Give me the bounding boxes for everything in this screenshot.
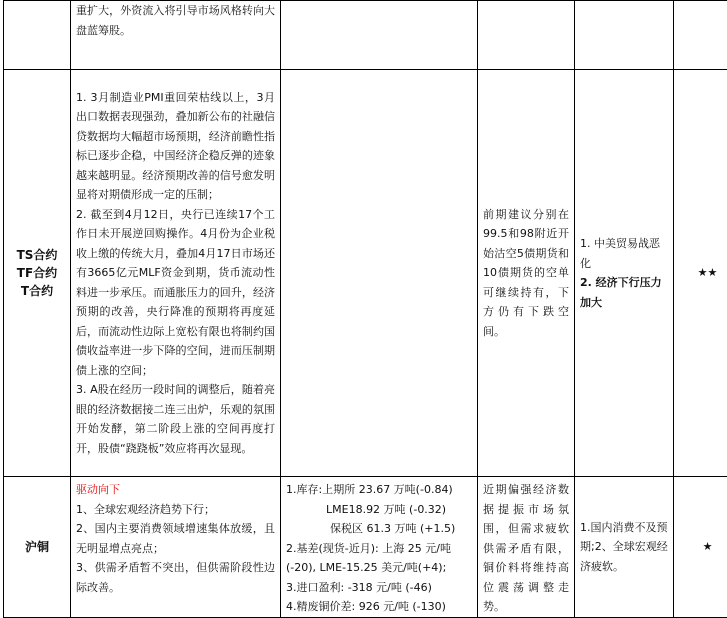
- rating-cell: [674, 477, 727, 618]
- table-row-equity-continued: [4, 1, 727, 70]
- strategy-text: 前期建议分别在99.5和98附近开始沽空5债期货和10债期货的空单可继续持有，下方仍有下跌空间。: [483, 208, 569, 338]
- contract-cell: [4, 70, 71, 477]
- lme-inventory-line: LME18.92 万吨 (-0.32): [286, 500, 472, 520]
- rating-cell: [674, 70, 727, 477]
- risk-point-2: 2. 经济下行压力加大: [580, 273, 668, 312]
- data-cell: [281, 477, 478, 618]
- risk-cell: [575, 477, 674, 618]
- analysis-cell: [71, 477, 281, 618]
- bonded-inventory-line: 保税区 61.3 万吨 (+1.5): [286, 519, 472, 539]
- data-cell: [281, 1, 478, 70]
- analysis-point-3: 3、供需矛盾暂不突出，但供需阶段性边际改善。: [76, 558, 275, 597]
- contract-name-ts: TS合约: [9, 246, 65, 264]
- analysis-cell: [71, 1, 281, 70]
- rating-stars: ★★: [698, 266, 718, 279]
- import-profit-line: 3.进口盈利: -318 元/吨 (-46): [286, 578, 472, 598]
- analysis-text: 重扩大，外资流入将引导市场风格转向大盘蓝筹股。: [76, 1, 275, 40]
- risk-cell: [575, 70, 674, 477]
- table-row-copper: [4, 477, 727, 618]
- contract-name-t: T合约: [9, 282, 65, 300]
- strategy-cell: [478, 477, 575, 618]
- scrap-spread-line: 4.精废铜价差: 926 元/吨 (-130): [286, 597, 472, 617]
- strategy-text: 近期偏强经济数据提振市场氛围，但需求疲软供需矛盾有限，铜价料将维持高位震荡调整走势。: [483, 483, 569, 613]
- analysis-point-1: 1、全球宏观经济趋势下行；: [76, 500, 275, 520]
- risk-point-1: 1. 中美贸易战恶化: [580, 234, 668, 273]
- basis-line: 2.基差(现货-近月): 上海 25 元/吨(-20), LME-15.25 美元/吨(+4);: [286, 539, 472, 578]
- contract-cell: [4, 1, 71, 70]
- risk-text: 1.国内消费不及预期;2、全球宏观经济疲软。: [580, 521, 668, 573]
- inventory-line: 1.库存:上期所 23.67 万吨(-0.84): [286, 480, 472, 500]
- strategy-cell: [478, 70, 575, 477]
- data-cell: [281, 70, 478, 477]
- strategy-cell: [478, 1, 575, 70]
- contract-cell: [4, 477, 71, 618]
- rating-stars: ★: [703, 540, 713, 553]
- table-row-bond-futures: [4, 70, 727, 477]
- direction-label: 驱动向下: [76, 480, 275, 500]
- analysis-cell: [71, 70, 281, 477]
- analysis-point-3: 3. A股在经历一段时间的调整后，随着亮眼的经济数据接二连三出炉，乐观的氛围开始发酵，第二阶段上涨的空间再度打开，股债“跷跷板”效应将再次显现。: [76, 380, 275, 458]
- contract-name-tf: TF合约: [9, 264, 65, 282]
- analysis-point-2: 2、国内主要消费领域增速集体放缓，且无明显增点亮点；: [76, 519, 275, 558]
- rating-cell: [674, 1, 727, 70]
- analysis-point-1: 1. 3月制造业PMI重回荣枯线以上，3月出口数据表现强劲，叠加新公布的社融信贷数据均大幅超市场预期，经济前瞻性指标已逐步企稳，中国经济企稳反弹的迹象越来越明显。经济预期改善的信号愈发明显将对期债形成一定的压制；: [76, 88, 275, 205]
- risk-cell: [575, 1, 674, 70]
- commodity-strategy-table: [3, 0, 727, 618]
- contract-name-copper: 沪铜: [25, 540, 49, 554]
- analysis-point-2: 2. 截至到4月12日，央行已连续17个工作日未开展逆回购操作。4月份为企业税收上缴的传统大月，叠加4月17日市场还有3665亿元MLF资金到期，货币流动性料进一步承压。而通胀压力的回升，经济预期的改善，央行降准的预期将再度延后，而流动性边际上宽松有限也将制约国债收益率进一步下降的空间，进而压制期债上涨的空间；: [76, 205, 275, 381]
